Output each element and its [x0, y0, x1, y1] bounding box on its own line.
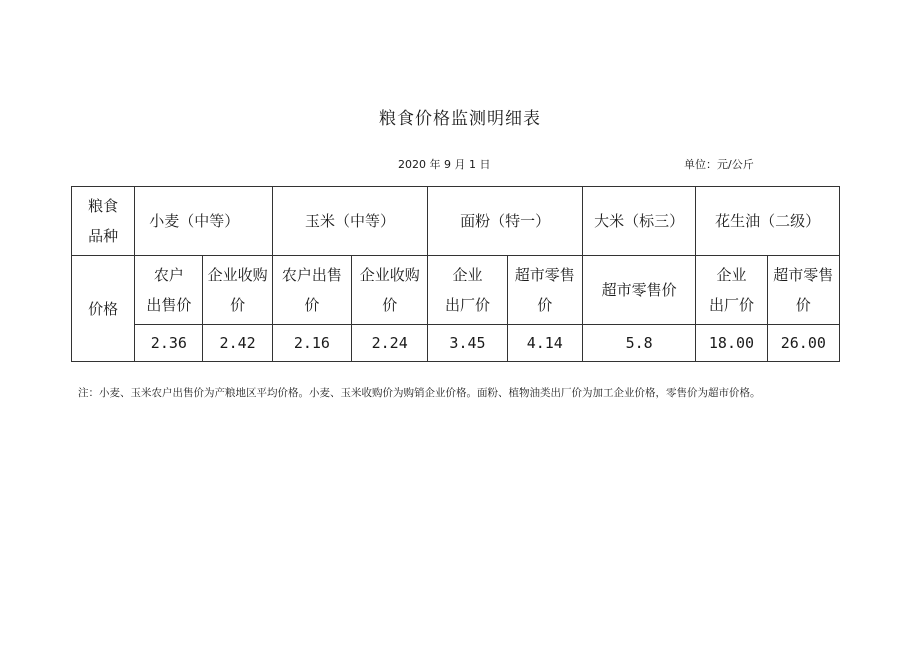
subheader-line: 企业收购: [207, 266, 268, 284]
page-title: 粮食价格监测明细表: [379, 109, 541, 129]
value-cell: 26.00: [767, 325, 839, 362]
subheader-cell: [135, 256, 203, 325]
subheader-line: 价: [537, 296, 553, 314]
price-table: [71, 186, 840, 362]
corner-cell: [72, 187, 135, 256]
value-cell: 5.8: [582, 325, 695, 362]
subheader-line: 出厂价: [444, 296, 490, 314]
subheader-cell: [696, 256, 767, 325]
subheader-cell: [582, 256, 695, 325]
subheader-cell: [428, 256, 507, 325]
subheader-line: 价: [795, 296, 811, 314]
subheader-cell: [352, 256, 428, 325]
product-corn: 玉米（中等）: [272, 187, 428, 256]
value-cell: 2.16: [272, 325, 351, 362]
value-cell: 2.24: [352, 325, 428, 362]
unit-label: 单位：元/公斤: [684, 158, 754, 171]
product-wheat: 小麦（中等）: [135, 187, 273, 256]
value-cell: 18.00: [696, 325, 767, 362]
value-cell: 2.36: [135, 325, 203, 362]
value-cell: 2.42: [203, 325, 272, 362]
value-row: [72, 325, 840, 362]
product-peanut-oil: 花生油（二级）: [696, 187, 840, 256]
product-rice: 大米（标三）: [582, 187, 695, 256]
subheader-row: [72, 256, 840, 325]
subheader-cell: [767, 256, 839, 325]
product-header-row: [72, 187, 840, 256]
price-label-cell: 价格: [72, 256, 135, 362]
subheader-line: 企业: [452, 266, 483, 284]
subheader-line: 价: [382, 296, 398, 314]
corner-line-1: 粮食: [88, 197, 119, 215]
subheader-line: 超市零售: [514, 266, 575, 284]
subheader-cell: [203, 256, 272, 325]
subheader-line: 超市零售: [773, 266, 834, 284]
report-date: 2020 年 9 月 1 日: [398, 158, 491, 171]
subheader-line: 企业: [716, 266, 747, 284]
subheader-cell: [272, 256, 351, 325]
value-cell: 3.45: [428, 325, 507, 362]
subheader-line: 农户出售: [281, 266, 342, 284]
footnote: 注：小麦、玉米农户出售价为产粮地区平均价格。小麦、玉米收购价为购销企业价格。面粉、植物油类出厂价为加工企业价格，零售价为超市价格。: [78, 387, 761, 399]
subheader-line: 出售价: [146, 296, 192, 314]
corner-line-2: 品种: [88, 227, 119, 245]
product-flour: 面粉（特一）: [428, 187, 583, 256]
subheader-line: 农户: [153, 266, 184, 284]
subheader-line: 超市零售价: [601, 281, 677, 299]
subheader-line: 出厂价: [708, 296, 754, 314]
subheader-line: 企业收购: [359, 266, 420, 284]
value-cell: 4.14: [507, 325, 582, 362]
subheader-cell: [507, 256, 582, 325]
subheader-line: 价: [304, 296, 320, 314]
subheader-line: 价: [230, 296, 246, 314]
